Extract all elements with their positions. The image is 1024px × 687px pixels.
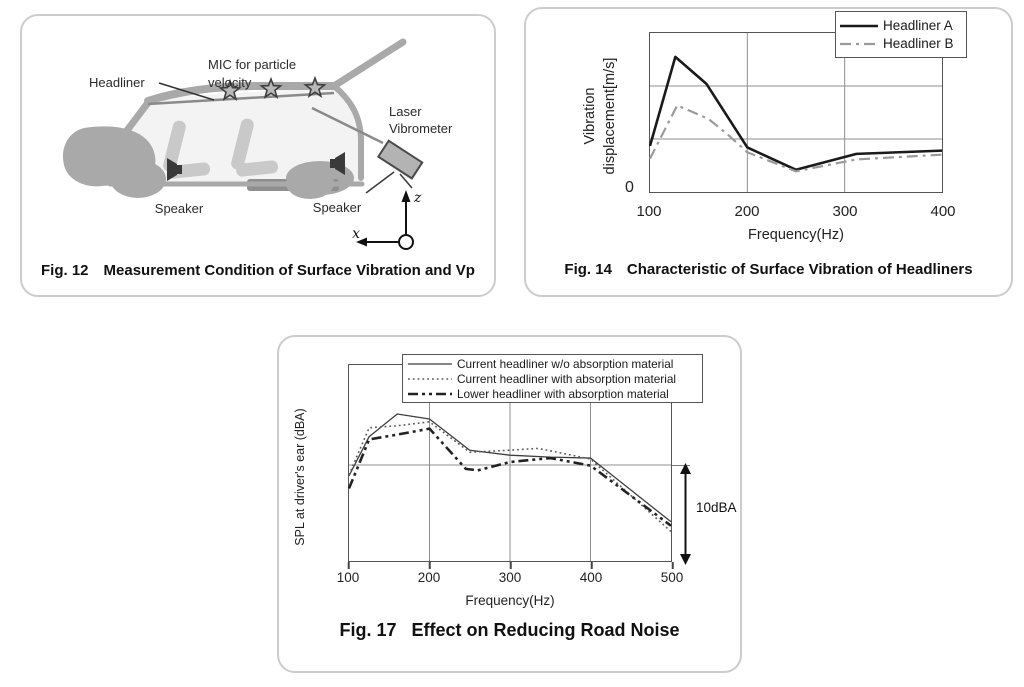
- fig14-y-axis-label-line2: displacement[m/s]: [601, 57, 618, 175]
- fig14-y-origin-label: 0: [625, 179, 634, 196]
- scale-annotation-label: 10dBA: [696, 500, 737, 515]
- car-front-wheel: [110, 160, 166, 198]
- legend-label-lower-with: Lower headliner with absorption material: [457, 386, 669, 401]
- fig14-card: [524, 7, 1013, 297]
- legend-row: [839, 36, 963, 51]
- fig17-card: [277, 335, 742, 673]
- x-tick-label: 100: [636, 203, 662, 220]
- speaker-left-label: Speaker: [154, 201, 204, 216]
- speaker-right-label: Speaker: [312, 200, 362, 215]
- series-line: [650, 105, 942, 171]
- fig17-caption-text: Effect on Reducing Road Noise: [411, 620, 680, 640]
- fig12-caption-number: Fig. 12: [41, 262, 89, 279]
- fig12-card: [20, 14, 496, 297]
- fig14-y-axis-label: [581, 1, 625, 231]
- fig14-x-ticks: [636, 203, 956, 221]
- car-measurement-diagram: [22, 16, 498, 299]
- z-axis-label: z: [414, 190, 422, 206]
- laser-label-line2: Vibrometer: [389, 121, 453, 136]
- fig17-x-axis-label: Frequency(Hz): [465, 593, 555, 608]
- lower-with-absorption-line-sample: [407, 389, 453, 399]
- fig14-y-axis-label-line1: Vibration: [582, 87, 598, 145]
- fig14-caption-number: Fig. 14: [564, 261, 612, 278]
- x-tick-label: 200: [734, 203, 760, 220]
- fig12-caption-text: Measurement Condition of Surface Vibration and Vp: [103, 262, 475, 279]
- x-tick-label: 300: [498, 570, 522, 585]
- fig17-legend: [402, 354, 703, 403]
- current-with-absorption-line-sample: [407, 374, 453, 384]
- x-tick-label: 400: [930, 203, 956, 220]
- mic-label-line2: velocity: [208, 75, 252, 90]
- x-tick-label: 200: [417, 570, 441, 585]
- mic-label-line1: MIC for particle: [208, 57, 297, 72]
- legend-row: [407, 372, 698, 386]
- z-axis-arrowhead: [402, 190, 411, 202]
- headliner-label: Headliner: [89, 75, 145, 90]
- fig17-y-axis-label: SPL at driver's ear (dBA): [293, 408, 307, 546]
- fig14-caption: [526, 261, 1011, 278]
- legend-row: [407, 357, 698, 371]
- headliner-b-line-sample: [839, 38, 879, 50]
- car-rear-hatch: [334, 42, 403, 86]
- legend-label-current-wo: Current headliner w/o absorption material: [457, 356, 674, 371]
- fig17-x-ticks: [336, 570, 684, 588]
- current-wo-absorption-line-sample: [407, 359, 453, 369]
- fig14-caption-text: Characteristic of Surface Vibration of Headliners: [626, 261, 973, 278]
- x-tick-label: 100: [336, 570, 360, 585]
- fig12-caption: [22, 262, 494, 279]
- legend-label-current-with: Current headliner with absorption material: [457, 371, 677, 386]
- x-tick-label: 300: [832, 203, 858, 220]
- legend-row: [839, 18, 963, 33]
- legend-label-headliner-a: Headliner A: [883, 18, 953, 33]
- x-tick-label: 400: [579, 570, 603, 585]
- laser-vibrometer-device: [378, 141, 422, 179]
- fig14-legend: [835, 11, 967, 58]
- fig14-x-axis-label: Frequency(Hz): [748, 227, 844, 243]
- scale-arrow-10dba: [678, 463, 693, 565]
- fig17-caption-number: Fig. 17: [339, 620, 397, 640]
- device-leg-left: [366, 172, 394, 193]
- laser-label-line1: Laser: [389, 104, 422, 119]
- headliner-a-line-sample: [839, 20, 879, 32]
- legend-row: [407, 387, 698, 401]
- x-axis-label-diagram: x: [352, 226, 360, 242]
- legend-label-headliner-b: Headliner B: [883, 36, 954, 51]
- x-tick-label: 500: [660, 570, 684, 585]
- fig17-caption: [279, 620, 740, 641]
- coordinate-axes: [366, 200, 413, 249]
